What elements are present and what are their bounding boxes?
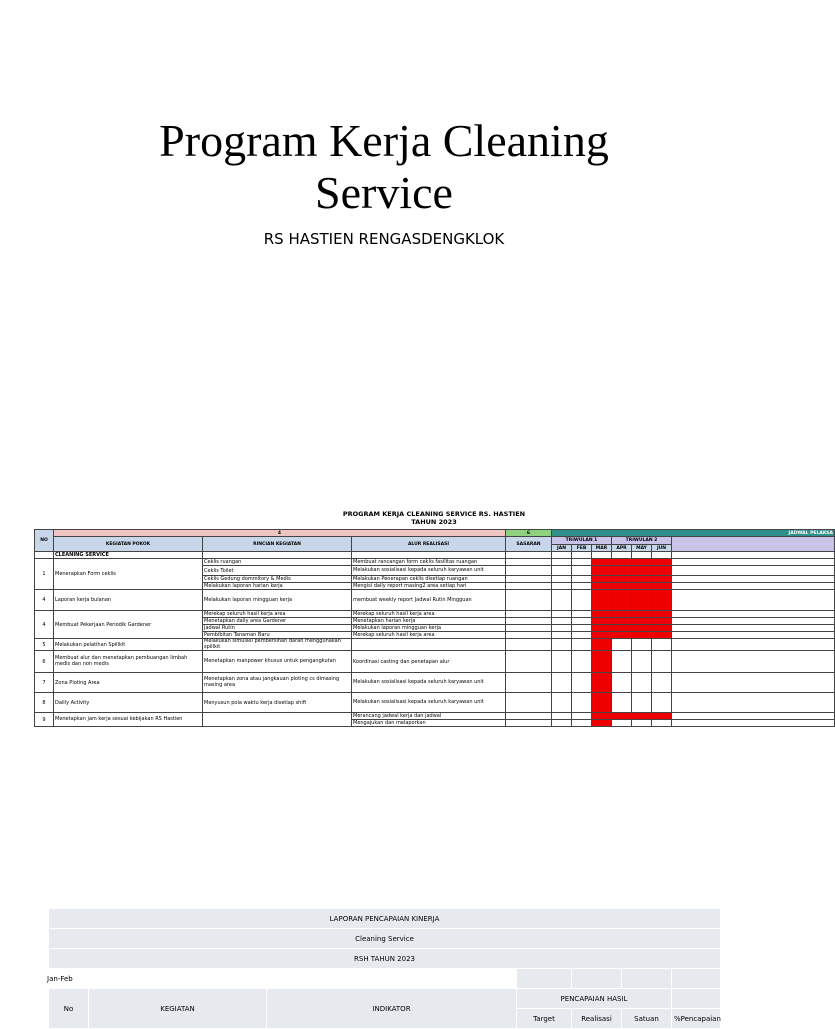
slide-title-line1: Program Kerja Cleaning <box>159 115 609 166</box>
row-1-no: 1 <box>35 559 54 590</box>
row-1-rincian-3: Ceklis Gedung dommitory & Medis <box>203 576 352 583</box>
row-7-rincian-1: Menetapkan zona atau jangkauan ploting cs dimasing masing area <box>203 673 352 693</box>
header-month-jan: JAN <box>552 545 572 552</box>
report-period: Jan-Feb <box>45 969 263 989</box>
header-group-c: JADWAL PELAKSA <box>552 530 835 537</box>
sheet-title-line2: TAHUN 2023 <box>411 518 457 526</box>
slide-subtitle: RS HASTIEN RENGASDENGKLOK <box>263 230 505 248</box>
header-triwulan-2: TRIWULAN 2 <box>612 537 672 545</box>
report-col-realisasi: Realisasi <box>572 1009 622 1029</box>
row-3-alur-1: Merekap seluruh hasil kerja area <box>352 611 506 618</box>
report-title: LAPORAN PENCAPAIAN KINERJA <box>49 909 721 929</box>
sheet-title-line1: PROGRAM KERJA CLEANING SERVICE RS. HASTIEN <box>342 510 526 518</box>
header-filler <box>672 537 835 552</box>
header-sasaran: SASARAN <box>506 537 552 552</box>
header-triwulan-1: TRIWULAN 1 <box>552 537 612 545</box>
report-unit: Cleaning Service <box>49 929 721 949</box>
header-month-may: MAY <box>632 545 652 552</box>
header-rincian: RINCIAN KEGIATAN <box>203 537 352 552</box>
header-group-a: 4 <box>54 530 506 537</box>
header-group-b: 6 <box>506 530 552 537</box>
report-col-no: No <box>49 989 89 1029</box>
row-1-alur-4: Mengisi daily report masing2 area setiap hari <box>352 583 506 590</box>
row-9-no: 9 <box>35 713 54 727</box>
report-col-kegiatan: KEGIATAN <box>89 989 267 1029</box>
report-year: RSH TAHUN 2023 <box>49 949 721 969</box>
row-5-kegiatan: Melakukan pelatihan Spillkit <box>54 639 203 651</box>
row-5-no: 5 <box>35 639 54 651</box>
row-3-alur-4: Merekap seluruh hasil kerja area <box>352 632 506 639</box>
row-5-rincian-1: Melakukan simulasi pembersihan darah menggunakan spillkit <box>203 639 352 651</box>
row-1-rincian-2: Ceklis Toilet <box>203 566 352 576</box>
program-table <box>34 529 835 727</box>
report-col-persen: %Pencapaian <box>672 1009 721 1029</box>
header-month-feb: FEB <box>572 545 592 552</box>
row-3-rincian-1: Merekap seluruh hasil kerja area <box>203 611 352 618</box>
row-8-rincian-1: Menyusun pola waktu kerja disetiap shift <box>203 693 352 713</box>
header-month-jun: JUN <box>652 545 672 552</box>
report-col-hasil: PENCAPAIAN HASIL <box>517 989 672 1009</box>
header-month-mar: MAR <box>592 545 612 552</box>
row-1-alur-1: Membuat rancangan form ceklis fasilitas ruangan <box>352 559 506 566</box>
row-3-rincian-4: Pembibitan Tanaman Baru <box>203 632 352 639</box>
section-no <box>35 552 54 559</box>
row-1-kegiatan: Menerapkan Form ceklis <box>54 559 203 590</box>
row-3-rincian-2: Menetapkan daily area Gardener <box>203 618 352 625</box>
row-7-no: 7 <box>35 673 54 693</box>
row-8-no: 8 <box>35 693 54 713</box>
slide-title-line2: Service <box>315 167 453 218</box>
row-3-alur-2: Menetapkan harian kerja <box>352 618 506 625</box>
row-3-no: 4 <box>35 611 54 639</box>
row-3-alur-3: Melakukan laporan mingguan kerja <box>352 625 506 632</box>
report-col-target: Target <box>517 1009 572 1029</box>
row-7-kegiatan: Zona Ploting Area <box>54 673 203 693</box>
row-9-kegiatan: Menetapkan jam kerja sesuai kebijakan RS Hastien <box>54 713 203 727</box>
row-7-alur-1: Melakukan sosialisasi kepada seluruh karyawan unit <box>352 673 506 693</box>
report-table <box>48 908 721 1029</box>
row-1-alur-3: Melakukan Penerapan ceklis disetiap ruangan <box>352 576 506 583</box>
row-6-rincian-1: Menetapkan manpower khusus untuk pengangkutan <box>203 651 352 673</box>
report-col-indikator: INDIKATOR <box>267 989 517 1029</box>
report-col-satuan: Satuan <box>622 1009 672 1029</box>
row-1-rincian-4: Melakukan laporan harian kerja <box>203 583 352 590</box>
header-month-apr: APR <box>612 545 632 552</box>
row-9-alur-1: Merancang jadwal kerja dan jadwal <box>352 713 506 720</box>
row-9-rincian-1 <box>203 713 352 727</box>
row-2-alur-1: membuat weekly report Jadwal Rutin Mingguan <box>352 590 506 611</box>
row-2-rincian-1: Melakukan laporan mingguan kerja <box>203 590 352 611</box>
header-no: NO <box>35 530 54 552</box>
row-6-no: 6 <box>35 651 54 673</box>
program-sheet <box>34 510 834 726</box>
row-9-alur-2: Mengajukan dan melaporkan <box>352 720 506 727</box>
row-2-no: 4 <box>35 590 54 611</box>
row-8-alur-1: Melakukan sosialisasi kepada seluruh karyawan unit <box>352 693 506 713</box>
header-kegiatan: KEGIATAN POKOK <box>54 537 203 552</box>
row-6-alur-1: Koordinasi casting dan penetapan alur <box>352 651 506 673</box>
row-1-rincian-1: Ceklis ruangan <box>203 559 352 566</box>
row-8-kegiatan: Dailly Activity <box>54 693 203 713</box>
row-3-rincian-3: Jadwal Rutin <box>203 625 352 632</box>
row-3-kegiatan: Membuat Pekerjaan Periodik Gardener <box>54 611 203 639</box>
sheet-title <box>34 510 834 526</box>
slide-title <box>0 115 768 219</box>
row-1-alur-2: Melakukan sosialisasi kepada seluruh karyawan unit <box>352 566 506 576</box>
row-6-kegiatan: Membuat alur dan menetapkan pembuangan limbah medis dan non medis <box>54 651 203 673</box>
header-alur: ALUR REALISASI <box>352 537 506 552</box>
row-5-alur-1 <box>352 639 506 651</box>
row-2-kegiatan: Laporan kerja bulanan <box>54 590 203 611</box>
section-label: CLEANING SERVICE <box>54 552 203 559</box>
